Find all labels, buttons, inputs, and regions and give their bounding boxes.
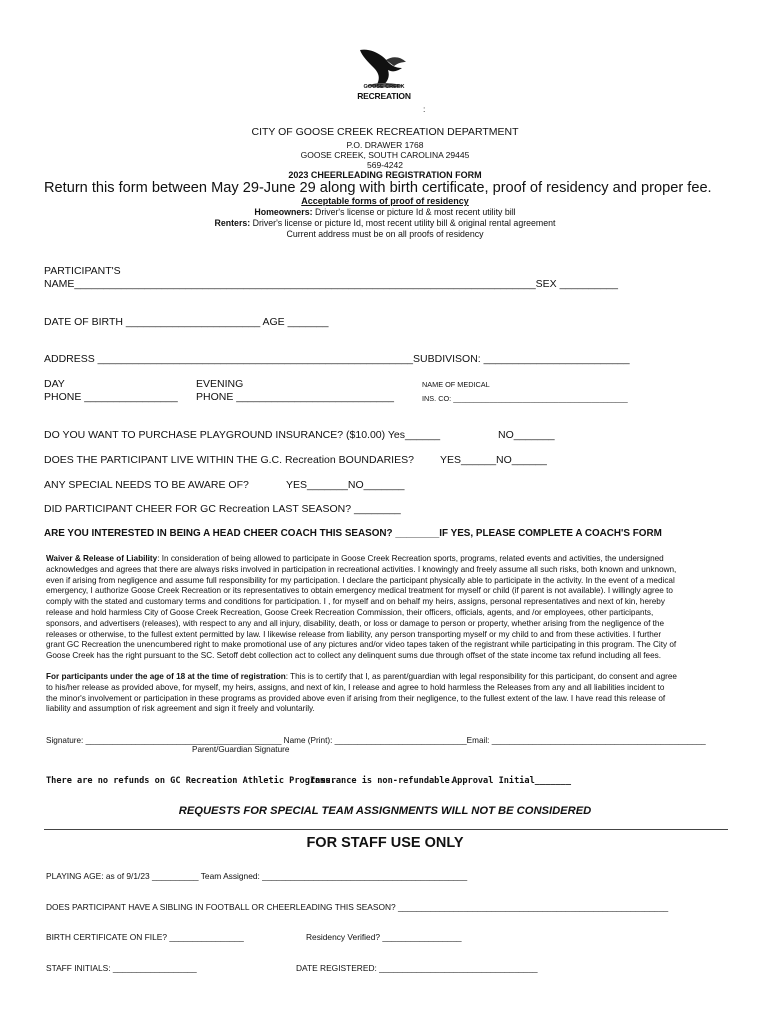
waiver-line: acknowledges and agrees that there are always risks involved in participation in recreational activities. I knowingly and freely assume all such risks, both known and unknown, xyxy=(46,564,677,574)
signature-sub-label: Parent/Guardian Signature xyxy=(192,745,290,754)
boundaries-answer-field[interactable]: YES______NO______ xyxy=(440,454,547,466)
evening-phone-field[interactable]: PHONE ___________________________ xyxy=(196,391,394,403)
waiver-line-text: : In consideration of being allowed to participate in Goose Creek Recreation sports, programs, related events and activities, the undersigned xyxy=(157,554,664,563)
approval-initial-field[interactable]: Approval Initial_______ xyxy=(452,776,571,786)
city-state: GOOSE CREEK, SOUTH CAROLINA 29445 xyxy=(300,150,470,160)
renters-proof xyxy=(0,218,770,228)
dob-age-field[interactable]: DATE OF BIRTH _______________________ AGE _______ xyxy=(44,316,329,328)
return-instructions: Return this form between May 29-June 29 along with birth certificate, proof of residency and proper fee. xyxy=(44,180,712,196)
department-phone: 569-4242 xyxy=(367,160,403,170)
coach-question[interactable]: ARE YOU INTERESTED IN BEING A HEAD CHEER COACH THIS SEASON? ________IF YES, PLEASE COMPLETE A COACH'S FORM xyxy=(44,528,662,539)
waiver-line xyxy=(46,554,726,565)
address-subdivision-field[interactable]: ADDRESS ______________________________________________________SUBDIVISON: _________________________ xyxy=(44,353,630,365)
boundaries-question: DOES THE PARTICIPANT LIVE WITHIN THE G.C. Recreation BOUNDARIES? xyxy=(44,454,414,466)
waiver-line: Goose Creek has the right pursuant to the SC. Setoff debt collection act to collect any delinquent sums due through offset of the state income tax refund including all fees. xyxy=(46,651,662,661)
waiver-line: release and hold harmless City of Goose Creek Recreation, Goose Creek Recreation Commission, their officers, officials, agents, and /or employees, other participants, xyxy=(46,607,654,617)
waiver-line: even if arising from negligence and assume full responsibility for my participation. I declare the participant physically able to participate in the activity. In the event of a medical xyxy=(46,575,675,585)
signature-name-email-field[interactable]: Signature: ___________________________________________ Name (Print): _____________________________Email: _______________________________________________ xyxy=(46,736,706,745)
logo-text-bottom: RECREATION xyxy=(357,91,411,101)
last-season-field[interactable]: DID PARTICIPANT CHEER FOR GC Recreation LAST SEASON? ________ xyxy=(44,503,401,515)
day-label: DAY xyxy=(44,378,65,390)
waiver-line: comply with the stated and customary terms and conditions for participation. I , for myself and on behalf my heirs, assigns, personal representatives and next of kin, hereby xyxy=(46,597,665,607)
waiver-line: emergency, I authorize Goose Creek Recreation or its representatives to obtain emergency medical treatment for myself or child (if parent is not available). I willingly agree to xyxy=(46,586,673,596)
medical-insurance-field[interactable]: INS. CO: ___________________________________________ xyxy=(422,394,628,403)
sibling-field[interactable]: DOES PARTICIPANT HAVE A SIBLING IN FOOTBALL OR CHEERLEADING THIS SEASON? __________________________________________________________ xyxy=(46,902,669,912)
homeowners-text: Driver's license or picture Id & most recent utility bill xyxy=(312,207,516,217)
form-title: 2023 CHEERLEADING REGISTRATION FORM xyxy=(288,170,482,180)
proof-title: Acceptable forms of proof of residency xyxy=(301,196,469,206)
requests-notice: REQUESTS FOR SPECIAL TEAM ASSIGNMENTS WILL NOT BE CONSIDERED xyxy=(178,805,592,817)
po-box: P.O. DRAWER 1768 xyxy=(346,140,424,150)
residency-verified-field[interactable]: Residency Verified? _________________ xyxy=(306,932,462,942)
minors-label: For participants under the age of 18 at the time of registration xyxy=(46,672,286,681)
insurance-note: Insurance is non-refundable. xyxy=(310,776,455,786)
participant-label: PARTICIPANT'S xyxy=(44,265,121,277)
day-phone-field[interactable]: PHONE ________________ xyxy=(44,391,178,403)
department-name: CITY OF GOOSE CREEK RECREATION DEPARTMENT xyxy=(251,126,519,138)
minors-line xyxy=(46,672,726,683)
minors-line: to his/her release as provided above, for myself, my heirs, assigns, and next of kin, I release and agree to hold harmless the Releases from any and all liabilities incident to xyxy=(46,682,665,692)
date-registered-field[interactable]: DATE REGISTERED: __________________________________ xyxy=(296,963,538,973)
insurance-question[interactable]: DO YOU WANT TO PURCHASE PLAYGROUND INSURANCE? ($10.00) Yes______ xyxy=(44,429,441,441)
waiver-line: sponsors, and advertisers (releases), with respect to any and all injury, disability, death, or loss or damage to person or property, whether arising from the negligence of the xyxy=(46,618,665,628)
goose-creek-logo xyxy=(352,46,416,104)
minors-line: the minor's involvement or participation in these programs as provided above even if arising from their negligence, to the fullest extent of the law. I have read this release of xyxy=(46,693,666,703)
birth-certificate-field[interactable]: BIRTH CERTIFICATE ON FILE? ________________ xyxy=(46,932,244,942)
homeowners-proof xyxy=(0,207,770,217)
medical-label: NAME OF MEDICAL xyxy=(422,380,490,389)
current-address-note: Current address must be on all proofs of residency xyxy=(286,229,484,239)
waiver-label: Waiver & Release of Liability xyxy=(46,554,158,563)
name-sex-field[interactable]: NAME_______________________________________________________________________________SEX __________ xyxy=(44,278,618,290)
staff-title: FOR STAFF USE ONLY xyxy=(306,835,464,851)
special-needs-answer-field[interactable]: YES_______NO_______ xyxy=(286,479,405,491)
renters-text: Driver's license or picture Id, most recent utility bill & original rental agreement xyxy=(250,218,556,228)
staff-divider xyxy=(44,829,728,830)
colon-mark: : xyxy=(423,104,426,114)
minors-line: liability and assumption of risk agreement and sign it freely and voluntarily. xyxy=(46,704,315,714)
logo-text-top: GOOSE CREEK xyxy=(363,84,405,90)
waiver-paragraph xyxy=(46,554,726,662)
insurance-no-field[interactable]: NO_______ xyxy=(498,429,555,441)
evening-label: EVENING xyxy=(196,378,244,390)
staff-initials-field[interactable]: STAFF INITIALS: __________________ xyxy=(46,963,197,973)
homeowners-label: Homeowners: xyxy=(254,207,313,217)
minors-paragraph xyxy=(46,672,726,715)
minors-line-text: : This is to certify that I, as parent/guardian with legal responsibility for this participant, do consent and agree xyxy=(285,672,677,681)
special-needs-question: ANY SPECIAL NEEDS TO BE AWARE OF? xyxy=(44,479,249,491)
renters-label: Renters: xyxy=(214,218,251,228)
no-refunds-note: There are no refunds on GC Recreation Athletic Programs. xyxy=(46,776,336,786)
playing-age-team-field[interactable]: PLAYING AGE: as of 9/1/23 __________ Team Assigned: ____________________________________________ xyxy=(46,871,468,881)
waiver-line: grant GC Recreation the unencumbered right to make promotional use of any pictures and/or video tapes taken of the registrant while participating in this program. The City of xyxy=(46,640,677,650)
waiver-line: releases or otherwise, to the fullest extent permitted by law. I likewise release from liability, any person transporting myself or my child to and from these activities. I further xyxy=(46,629,662,639)
